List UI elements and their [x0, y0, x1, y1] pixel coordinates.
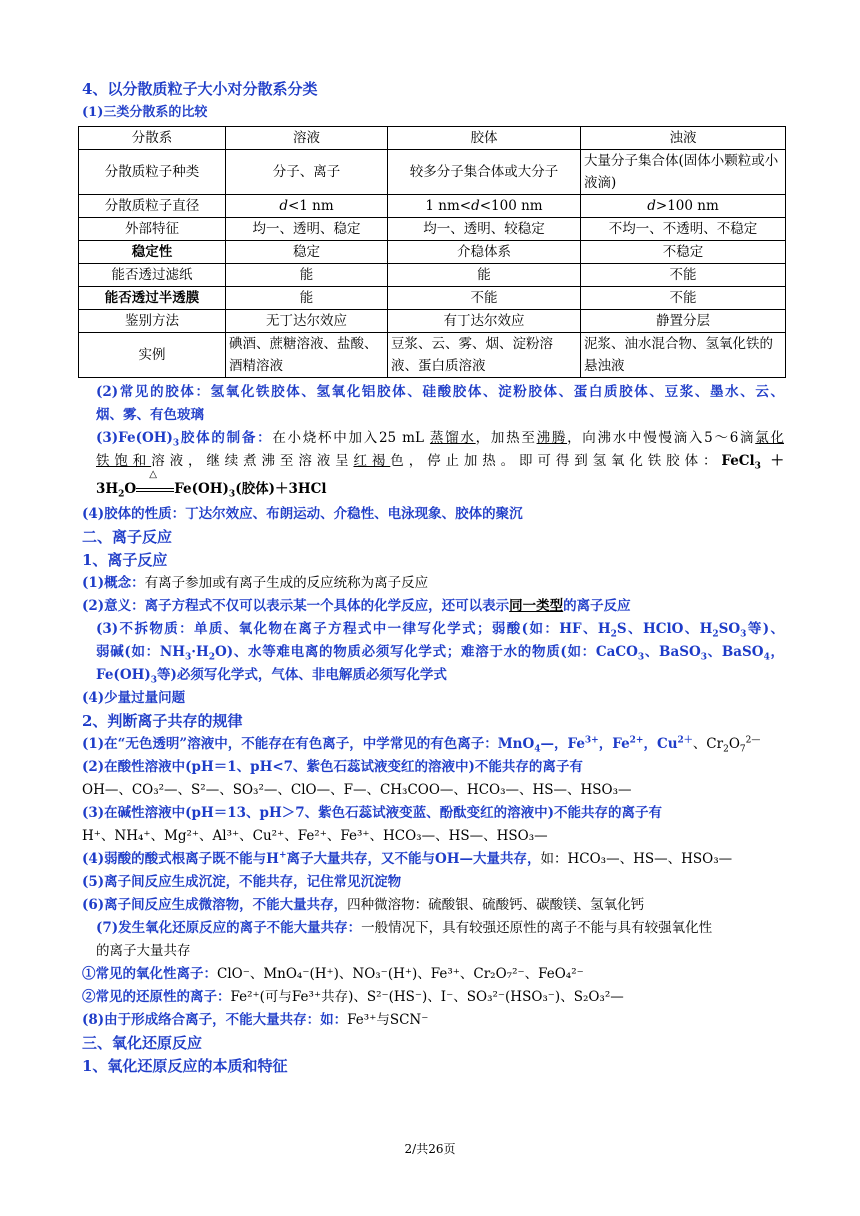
rule-3-ions: H⁺、NH₄⁺、Mg²⁺、Al³⁺、Cu²⁺、Fe²⁺、Fe³⁺、HCO₃—、HS—、HSO₃— [82, 828, 548, 844]
rule-6: (6)离子间反应生成微溶物，不能大量共存，四种微溶物：硫酸银、硫酸钙、碳酸镁、氢氧化钙 [82, 897, 645, 913]
table-cell: 稳定 [226, 241, 388, 264]
table-cell: 不能 [581, 287, 786, 310]
table-cell: 不稳定 [581, 241, 786, 264]
section-4-title: 4、以分散质粒子大小对分散系分类 [82, 80, 318, 98]
common-colloids-line: (2)常见的胶体：氢氧化铁胶体、氢氧化铝胶体、硅酸胶体、淀粉胶体、蛋白质胶体、豆浆、墨水、云、 [96, 384, 784, 400]
table-cell: 1 nm<d<100 nm [388, 195, 581, 218]
table-row [79, 127, 786, 150]
rule-8: (8)由于形成络合离子，不能大量共存：如：Fe³⁺与SCN⁻ [82, 1012, 429, 1028]
section-2-title: 二、离子反应 [82, 528, 173, 546]
table-cell: 大量分子集合体(固体小颗粒或小液滴) [581, 150, 786, 195]
colloid-properties: (4)胶体的性质：丁达尔效应、布朗运动、介稳性、电泳现象、胶体的聚沉 [82, 506, 523, 522]
no-split-line1: (3)不拆物质：单质、氧化物在离子方程式中一律写化学式；弱酸(如：HF、$H_2S$、HClO、$H_2SO_3$等)、 [96, 621, 784, 640]
table-cell: 能否透过半透膜 [79, 287, 226, 310]
table-row [79, 150, 786, 195]
colloid-prep-line1: $(3)Fe(OH)_3$胶体的制备：在小烧杯中加入25 mL 蒸馏水，加热至沸腾，向沸水中慢慢滴入5～6滴氯化 [96, 430, 785, 449]
dispersion-table [78, 126, 786, 378]
table-cell: 泥浆、油水混合物、氢氧化铁的悬浊液 [581, 333, 786, 378]
rule-1: (1)在“无色透明”溶液中，不能存在有色离子，中学常见的有色离子：MnO$_4$—，$Fe^{3+}$，$Fe^{2+}$，$Cu^{2+}$、$Cr_2O_7^{2—}$ [82, 735, 761, 755]
colloid-prep-line2: 铁饱和溶液，继续煮沸至溶液呈红褐色，停止加热。即可得到氢氧化铁胶体：FeCl$_3$ ＋ [96, 453, 785, 472]
oxidizing-ions: ①常见的氧化性离子：ClO⁻、MnO₄⁻(H⁺)、NO₃⁻(H⁺)、Fe³⁺、Cr₂O₇²⁻、FeO₄²⁻ [82, 966, 584, 982]
common-colloids-line2: 烟、雾、有色玻璃 [96, 407, 204, 423]
page-number: 2/共26页 [404, 1142, 456, 1156]
table-cell: 无丁达尔效应 [226, 310, 388, 333]
table-cell: 静置分层 [581, 310, 786, 333]
table-row [79, 287, 786, 310]
section-2-1-title: 1、离子反应 [82, 551, 168, 569]
table-cell: 分散质粒子直径 [79, 195, 226, 218]
heat-condition: △ [136, 476, 174, 503]
table-cell: 介稳体系 [388, 241, 581, 264]
rule-7: (7)发生氧化还原反应的离子不能大量共存：一般情况下，具有较强还原性的离子不能与具有较强氧化性 [96, 920, 713, 936]
rule-4: (4)弱酸的酸式根离子既不能与H+离子大量共存，又不能与OH—大量共存，如：HCO₃—、HS—、HSO₃— [82, 850, 733, 867]
table-row [79, 195, 786, 218]
no-split-line2: 弱碱(如：$NH_3\cdot H_2O$)、水等难电离的物质必须写化学式；难溶于水的物质(如：CaCO$_3$、BaSO$_3$、BaSO$_4$， [96, 644, 785, 663]
table-cell: 不能 [388, 287, 581, 310]
table-cell: 胶体 [388, 127, 581, 150]
table-cell: 不能 [581, 264, 786, 287]
colloid-equation: $3H_2O$ △ $Fe(OH)_3$(胶体)＋3HCl [96, 473, 784, 503]
table-cell: 浊液 [581, 127, 786, 150]
table-cell: 溶液 [226, 127, 388, 150]
section-3-1-title: 1、氧化还原反应的本质和特征 [82, 1057, 288, 1075]
table-cell: 豆浆、云、雾、烟、淀粉溶液、蛋白质溶液 [388, 333, 581, 378]
table-cell: 能 [226, 264, 388, 287]
subsection-title: (1)三类分散系的比较 [82, 105, 208, 120]
table-cell: 能 [388, 264, 581, 287]
reducing-ions: ②常见的还原性的离子：Fe²⁺(可与Fe³⁺共存)、S²⁻(HS⁻)、I⁻、SO₃²⁻(HSO₃⁻)、S₂O₃²— [82, 989, 624, 1005]
table-cell: 能否透过滤纸 [79, 264, 226, 287]
table-cell: 分散质粒子种类 [79, 150, 226, 195]
table-cell: 均一、透明、较稳定 [388, 218, 581, 241]
small-excess-line: (4)少量过量问题 [82, 690, 186, 706]
table-cell: 均一、透明、稳定 [226, 218, 388, 241]
table-cell: 外部特征 [79, 218, 226, 241]
no-split-line3: $Fe(OH)_3$等)必须写化学式，气体、非电解质必须写化学式 [96, 667, 447, 686]
section-2-2-title: 2、判断离子共存的规律 [82, 712, 243, 730]
table-cell: 实例 [79, 333, 226, 378]
table-cell: 分散系 [79, 127, 226, 150]
table-cell: 分子、离子 [226, 150, 388, 195]
table-cell: d>100 nm [581, 195, 786, 218]
meaning-line: (2)意义：离子方程式不仅可以表示某一个具体的化学反应，还可以表示同一类型的离子反应 [82, 598, 631, 614]
rule-7-cont: 的离子大量共存 [96, 943, 191, 959]
table-cell: 稳定性 [79, 241, 226, 264]
table-cell: 不均一、不透明、不稳定 [581, 218, 786, 241]
rule-2-ions: OH—、CO₃²—、S²—、SO₃²—、ClO—、F—、CH₃COO—、HCO₃—、HS—、HSO₃— [82, 782, 632, 798]
table-cell: 碘酒、蔗糖溶液、盐酸、酒精溶液 [226, 333, 388, 378]
concept-line: (1)概念：有离子参加或有离子生成的反应统称为离子反应 [82, 575, 429, 591]
table-cell: 较多分子集合体或大分子 [388, 150, 581, 195]
rule-3: (3)在碱性溶液中(pH＝13、pH＞7、紫色石蕊试液变蓝、酚酞变红的溶液中)不能共存的离子有 [82, 805, 663, 821]
table-row [79, 264, 786, 287]
table-row [79, 333, 786, 378]
rule-5: (5)离子间反应生成沉淀，不能共存，记住常见沉淀物 [82, 874, 402, 890]
table-cell: 能 [226, 287, 388, 310]
table-row [79, 310, 786, 333]
rule-2: (2)在酸性溶液中(pH＝1、pH<7、紫色石蕊试液变红的溶液中)不能共存的离子有 [82, 759, 583, 775]
section-3-title: 三、氧化还原反应 [82, 1034, 203, 1052]
document-page [82, 78, 784, 1078]
table-cell: d<1 nm [226, 195, 388, 218]
table-cell: 鉴别方法 [79, 310, 226, 333]
table-cell: 有丁达尔效应 [388, 310, 581, 333]
table-row [79, 218, 786, 241]
table-row [79, 241, 786, 264]
